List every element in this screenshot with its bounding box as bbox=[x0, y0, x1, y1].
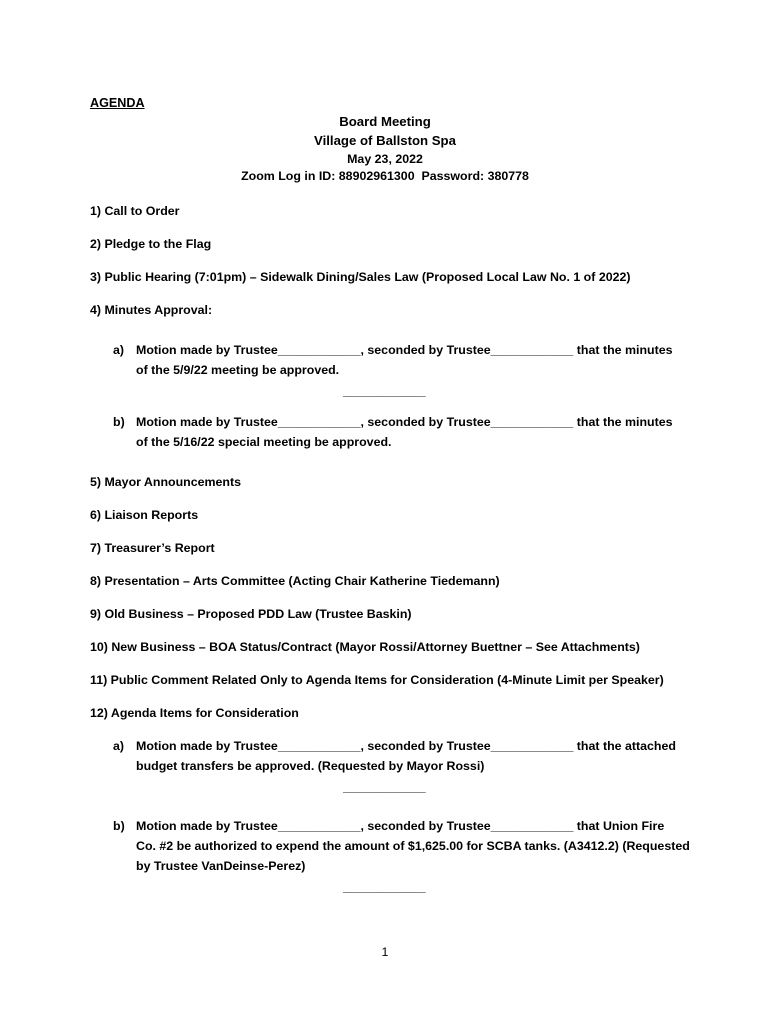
motion-scba-tanks-line3: by Trustee VanDeinse-Perez) bbox=[136, 859, 306, 873]
agenda-item-call-to-order: 1) Call to Order bbox=[90, 204, 180, 218]
agenda-item-public-comment: 11) Public Comment Related Only to Agenda Items for Consideration (4-Minute Limit per Speaker) bbox=[90, 673, 664, 687]
page-number: 1 bbox=[381, 945, 389, 959]
motion-scba-tanks-line2: Co. #2 be authorized to expend the amount of $1,625.00 for SCBA tanks. (A3412.2) (Requested bbox=[136, 839, 690, 853]
sub-item-label-a: a) bbox=[113, 343, 125, 357]
agenda-item-minutes-approval: 4) Minutes Approval: bbox=[90, 303, 213, 317]
sub-item-label-b: b) bbox=[113, 415, 125, 429]
organization-name: Village of Ballston Spa bbox=[314, 133, 456, 148]
agenda-item-public-hearing: 3) Public Hearing (7:01pm) – Sidewalk Dining/Sales Law (Proposed Local Law No. 1 of 2022) bbox=[90, 270, 631, 284]
agenda-item-mayor-announcements: 5) Mayor Announcements bbox=[90, 475, 242, 489]
meeting-title: Board Meeting bbox=[339, 114, 431, 129]
agenda-heading: AGENDA bbox=[90, 96, 145, 110]
agenda-item-old-business: 9) Old Business – Proposed PDD Law (Trustee Baskin) bbox=[90, 607, 412, 621]
agenda-item-pledge: 2) Pledge to the Flag bbox=[90, 237, 212, 251]
meeting-date: May 23, 2022 bbox=[347, 152, 423, 166]
agenda-item-liaison-reports: 6) Liaison Reports bbox=[90, 508, 199, 522]
vote-blank-line: ____________ bbox=[343, 780, 426, 794]
motion-scba-tanks-line1: Motion made by Trustee____________, seconded by Trustee____________ that Union Fire bbox=[136, 819, 665, 833]
sub-item-label-b: b) bbox=[113, 819, 125, 833]
agenda-item-new-business: 10) New Business – BOA Status/Contract (Mayor Rossi/Attorney Buettner – See Attachments) bbox=[90, 640, 640, 654]
motion-minutes-5-16-line2: of the 5/16/22 special meeting be approved. bbox=[136, 435, 392, 449]
motion-minutes-5-16-line1: Motion made by Trustee____________, seconded by Trustee____________ that the minutes bbox=[136, 415, 673, 429]
motion-minutes-5-9-line1: Motion made by Trustee____________, seconded by Trustee____________ that the minutes bbox=[136, 343, 673, 357]
agenda-item-presentation: 8) Presentation – Arts Committee (Acting Chair Katherine Tiedemann) bbox=[90, 574, 500, 588]
sub-item-label-a: a) bbox=[113, 739, 125, 753]
zoom-login-info: Zoom Log in ID: 88902961300 Password: 380778 bbox=[241, 169, 529, 183]
motion-budget-transfers-line1: Motion made by Trustee____________, seconded by Trustee____________ that the attached bbox=[136, 739, 676, 753]
vote-blank-line: ____________ bbox=[343, 384, 426, 398]
motion-minutes-5-9-line2: of the 5/9/22 meeting be approved. bbox=[136, 363, 340, 377]
motion-budget-transfers-line2: budget transfers be approved. (Requested by Mayor Rossi) bbox=[136, 759, 485, 773]
vote-blank-line: ____________ bbox=[343, 880, 426, 894]
agenda-item-items-for-consideration: 12) Agenda Items for Consideration bbox=[90, 706, 299, 720]
agenda-item-treasurers-report: 7) Treasurer’s Report bbox=[90, 541, 215, 555]
